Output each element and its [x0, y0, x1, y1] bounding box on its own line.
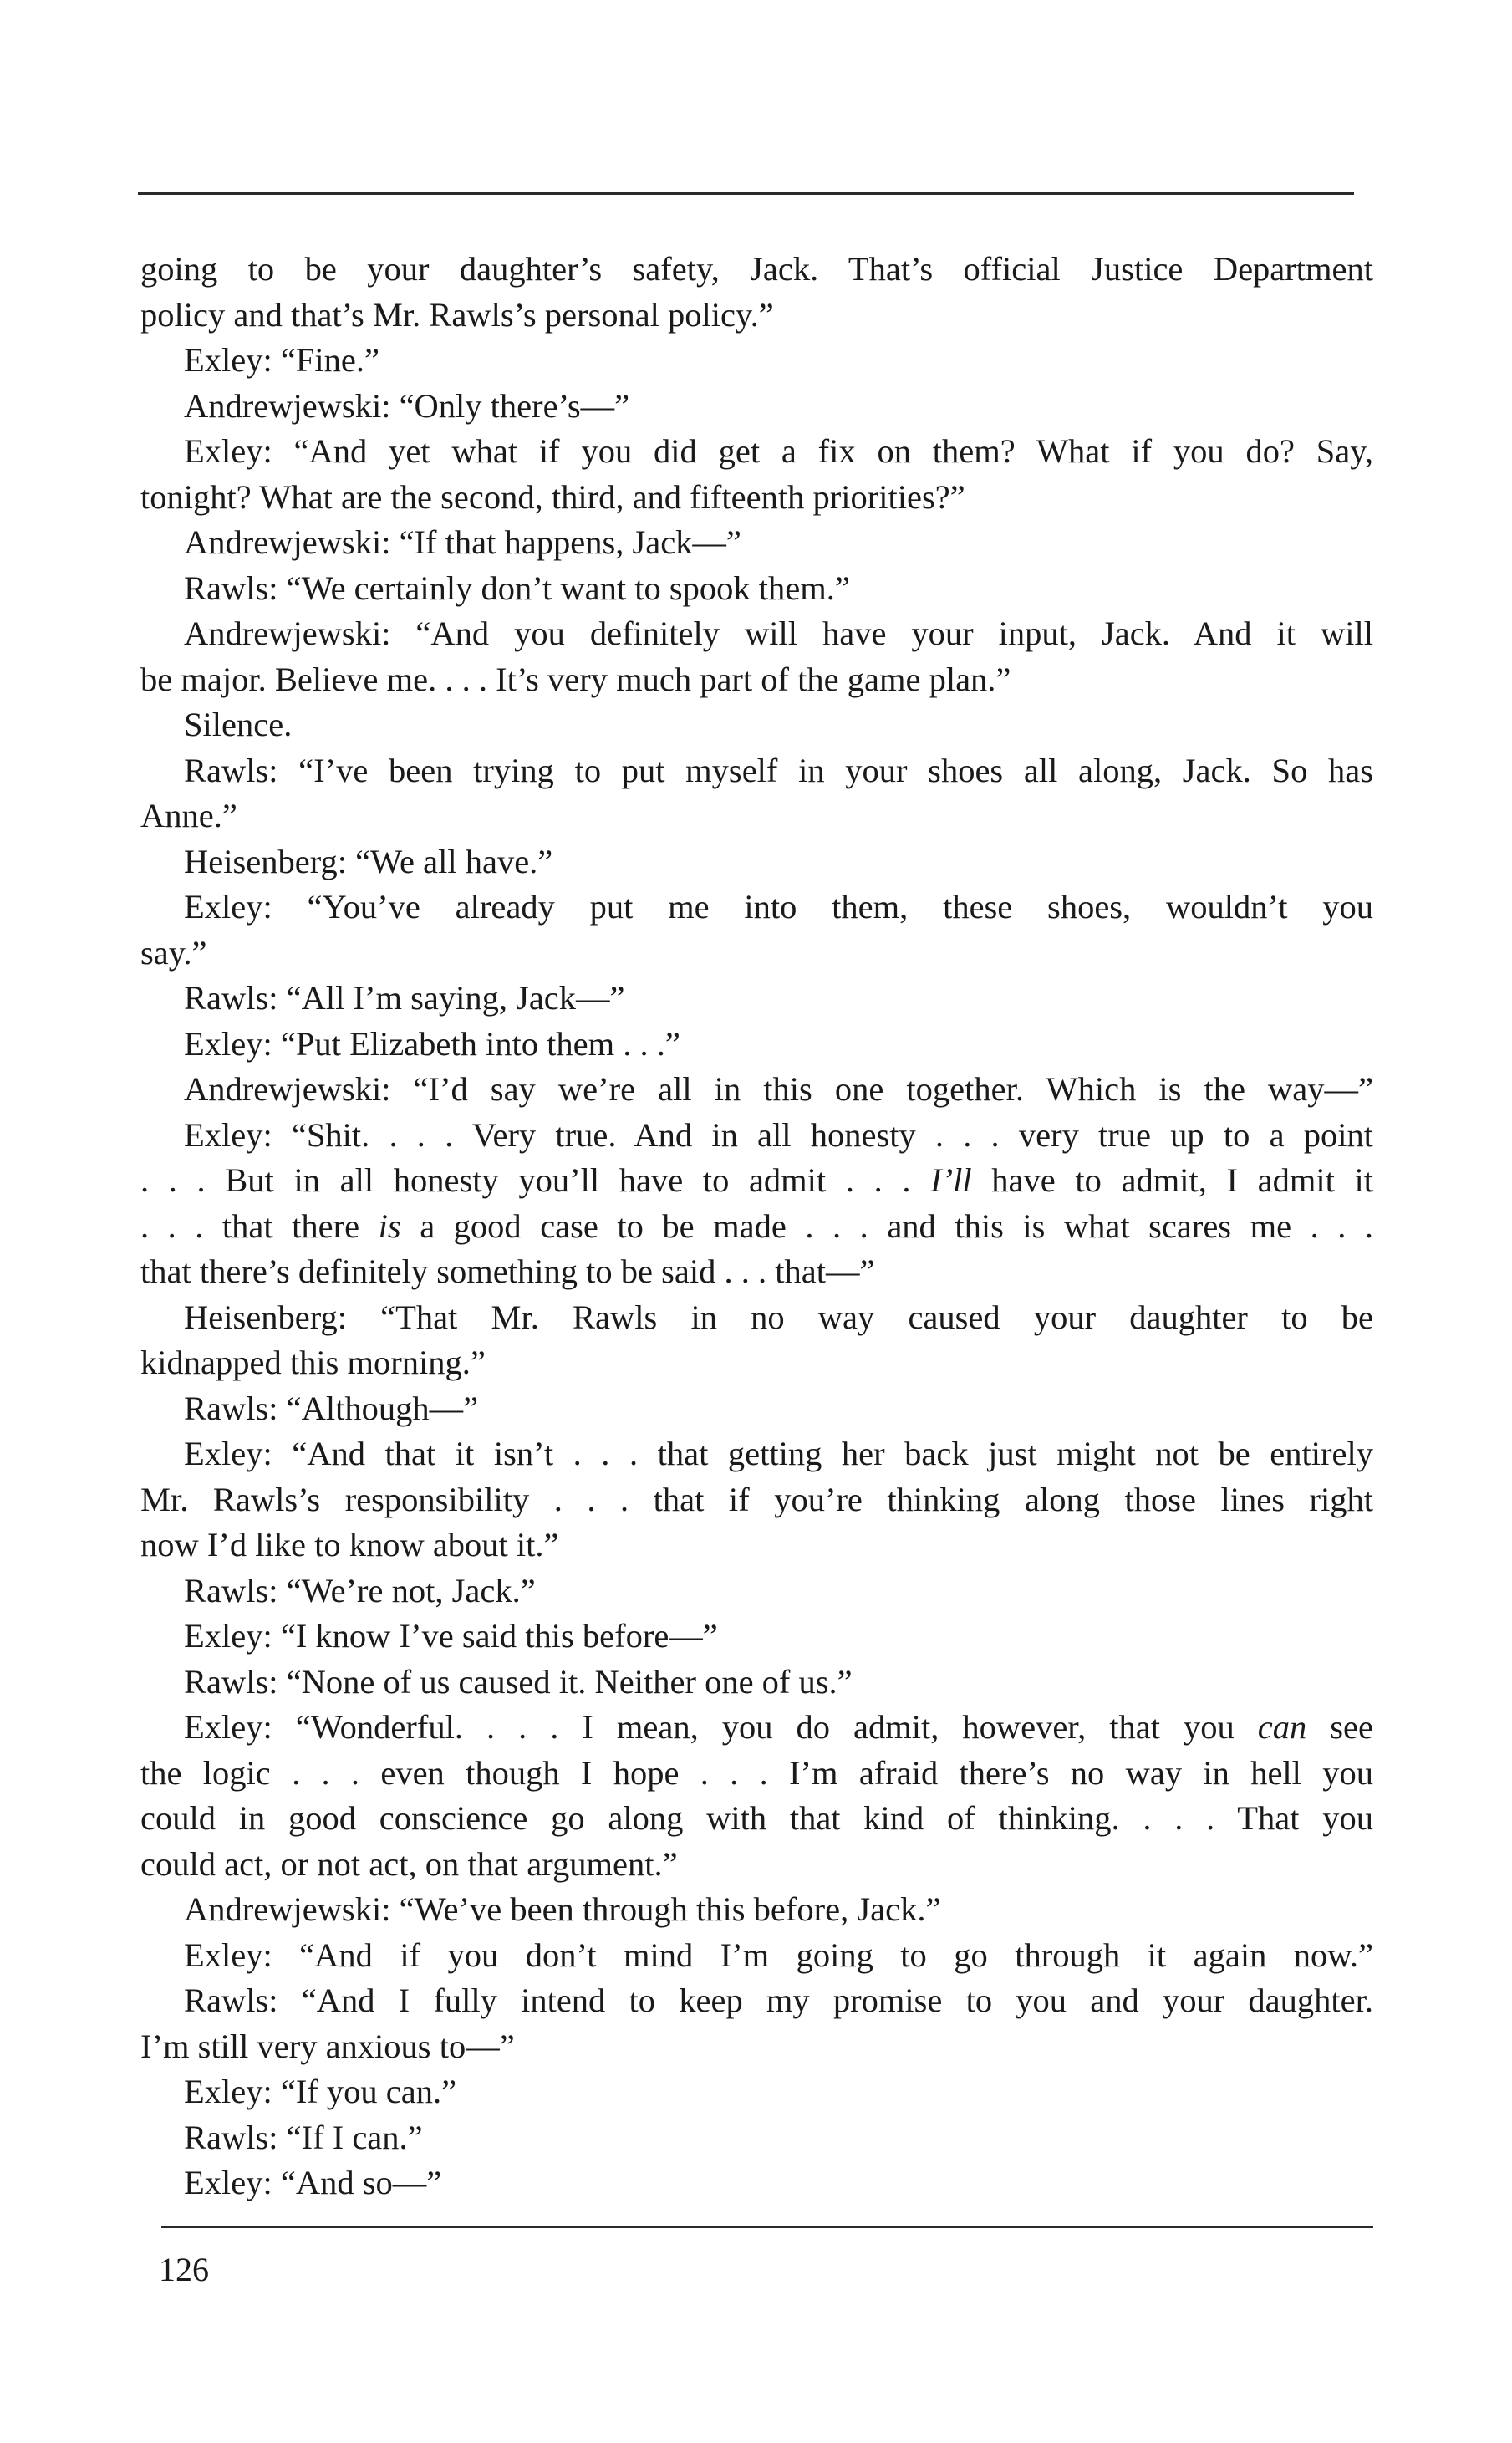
- text-line: the logic . . . even though I hope . . . I’m afraid there’s no way in hell you: [140, 1753, 1373, 1792]
- top-rule: [138, 192, 1354, 195]
- text-line: Exley: “You’ve already put me into them, these shoes, wouldn’t you: [184, 888, 1373, 926]
- text-line: say.”: [140, 933, 207, 972]
- text-line: Exley: “Shit. . . . Very true. And in all honesty . . . very true up to a point: [184, 1115, 1373, 1154]
- text-line: Silence.: [184, 706, 293, 743]
- text-line: that there’s definitely something to be said . . . that—”: [140, 1252, 875, 1290]
- text-line: Exley: “And that it isn’t . . . that getting her back just might not be entirely: [184, 1435, 1373, 1472]
- text-line: Rawls: “And I fully intend to keep my promise to you and your daughter.: [184, 1981, 1373, 2019]
- text-line: Exley: “And yet what if you did get a fix on them? What if you do? Say,: [184, 432, 1373, 470]
- text-line: Exley: “If you can.”: [184, 2073, 457, 2110]
- text-line: Rawls: “None of us caused it. Neither one of us.”: [184, 1662, 853, 1701]
- text-line: I’m still very anxious to—”: [140, 2027, 515, 2065]
- bottom-rule: [161, 2226, 1373, 2228]
- text-line: be major. Believe me. . . . It’s very much part of the game plan.”: [140, 660, 1011, 698]
- text-line: now I’d like to know about it.”: [140, 1526, 559, 1563]
- text-line: Rawls: “We certainly don’t want to spook them.”: [184, 569, 850, 607]
- text-line: [140, 1158, 1373, 1204]
- text-line: Rawls: “We’re not, Jack.”: [184, 1571, 536, 1609]
- text-line: kidnapped this morning.”: [140, 1344, 486, 1381]
- text-line-part: . . . But in all honesty you’ll have to admit . . . I’ll have to admit, I admit it: [140, 1161, 1373, 1199]
- text-line: Andrewjewski: “And you definitely will have your input, Jack. And it will: [184, 615, 1373, 652]
- text-line: Heisenberg: “We all have.”: [184, 842, 553, 880]
- page-number: 126: [159, 2251, 209, 2288]
- body-text: [140, 247, 1373, 2206]
- text-line: could act, or not act, on that argument.”: [140, 1844, 678, 1883]
- text-line: policy and that’s Mr. Rawls’s personal policy.”: [140, 295, 774, 334]
- text-line: Exley: “And so—”: [184, 2164, 442, 2201]
- text-line: Anne.”: [140, 797, 237, 834]
- text-line: Andrewjewski: “I’d say we’re all in this one together. Which is the way—”: [184, 1070, 1373, 1108]
- emphasis-text: I’ll: [930, 1161, 972, 1199]
- text-line: Andrewjewski: “If that happens, Jack—”: [184, 523, 741, 561]
- text-line: tonight? What are the second, third, and fifteenth priorities?”: [140, 477, 965, 516]
- text-line: Exley: “Fine.”: [184, 341, 379, 379]
- text-line: Andrewjewski: “Only there’s—”: [184, 386, 630, 425]
- text-line: Rawls: “If I can.”: [184, 2118, 423, 2156]
- text-line: [140, 1204, 1373, 1250]
- emphasis-text: is: [359, 1206, 420, 1245]
- emphasis-text: can: [1234, 1708, 1331, 1746]
- text-line: Rawls: “Although—”: [184, 1389, 479, 1427]
- text-line: Rawls: “All I’m saying, Jack—”: [184, 979, 625, 1017]
- text-line: Rawls: “I’ve been trying to put myself in your shoes all along, Jack. So has: [184, 751, 1373, 789]
- text-line-part: . . . that there is a good case to be made . . . and this is what scares me . . .: [140, 1206, 1374, 1245]
- text-line: [140, 1705, 1373, 1751]
- text-line: Heisenberg: “That Mr. Rawls in no way caused your daughter to be: [184, 1298, 1373, 1336]
- text-line: Exley: “Put Elizabeth into them . . .”: [184, 1024, 680, 1063]
- text-line: could in good conscience go along with that kind of thinking. . . . That you: [140, 1799, 1373, 1837]
- text-line: Andrewjewski: “We’ve been through this before, Jack.”: [184, 1890, 941, 1928]
- text-line: going to be your daughter’s safety, Jack. That’s official Justice Department: [140, 250, 1373, 288]
- text-line: Exley: “I know I’ve said this before—”: [184, 1617, 718, 1655]
- text-line: Mr. Rawls’s responsibility . . . that if you’re thinking along those lines right: [140, 1480, 1373, 1518]
- text-line: Exley: “And if you don’t mind I’m going to go through it again now.”: [184, 1936, 1373, 1974]
- text-line-part: Exley: “Wonderful. . . . I mean, you do admit, however, that you can see: [184, 1708, 1373, 1746]
